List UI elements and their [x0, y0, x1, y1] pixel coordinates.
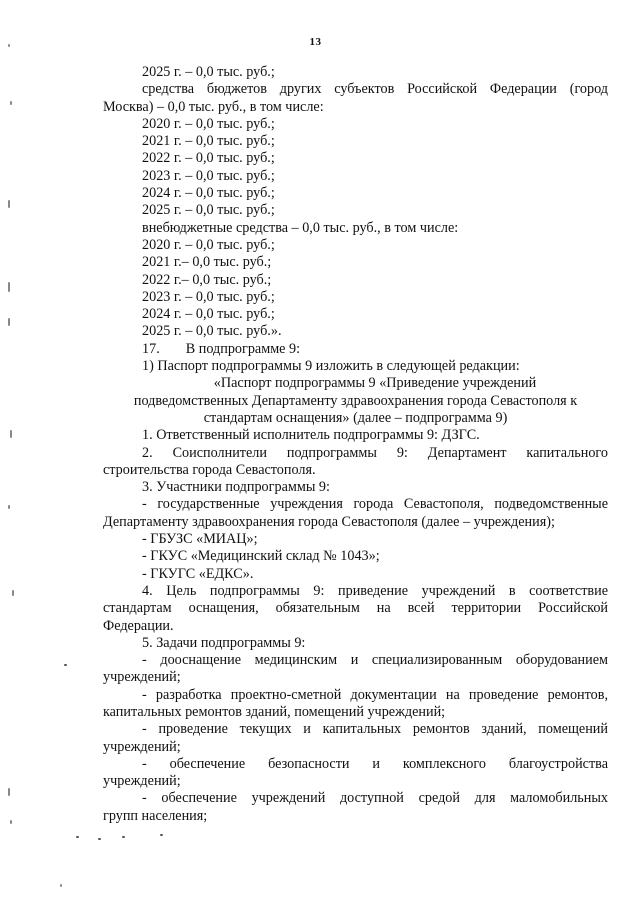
scan-artifact — [8, 282, 10, 292]
funding-line: 2022 г. – 0,0 тыс. руб.; — [142, 150, 275, 167]
funding-line: 2021 г.– 0,0 тыс. руб.; — [142, 254, 272, 271]
funding-line: 2020 г. – 0,0 тыс. руб.; — [142, 115, 275, 132]
list-item: учреждений; — [103, 773, 181, 790]
list-item: - обеспечение учреждений доступной средой для маломобильных — [142, 790, 608, 807]
scan-artifact — [10, 101, 12, 105]
funding-line: 2025 г. – 0,0 тыс. руб.». — [142, 323, 282, 340]
page-number: 13 — [309, 36, 322, 48]
list-item: - ГКУГС «ЕДКС». — [142, 565, 254, 582]
list-item: - проведение текущих и капитальных ремонтов зданий, помещений — [142, 721, 608, 738]
section-number: 17. — [142, 340, 160, 357]
list-item: - государственные учреждения города Севастополя, подведомственные — [142, 496, 608, 513]
scan-artifact — [8, 788, 10, 796]
instruction-line: 1) Паспорт подпрограммы 9 изложить в следующей редакции: — [142, 358, 520, 375]
section-title: В подпрограмме 9: — [185, 340, 301, 357]
scan-artifact — [98, 838, 101, 840]
passport-title: «Паспорт подпрограммы 9 «Приведение учреждений — [213, 375, 537, 392]
passport-item: 1. Ответственный исполнитель подпрограммы 9: ДЗГС. — [142, 427, 480, 444]
funding-source-line: средства бюджетов других субъектов Российской Федерации (город — [142, 81, 608, 98]
list-item: учреждений; — [103, 669, 181, 686]
passport-item: 2. Соисполнители подпрограммы 9: Департамент капитального — [142, 444, 608, 461]
passport-item: 3. Участники подпрограммы 9: — [142, 479, 330, 496]
scan-artifact — [122, 836, 125, 838]
document-body — [103, 64, 608, 825]
passport-item: строительства города Севастополя. — [103, 461, 316, 478]
list-item: - ГБУЗС «МИАЦ»; — [142, 531, 258, 548]
funding-line: 2025 г. – 0,0 тыс. руб.; — [142, 202, 275, 219]
funding-line: 2024 г. – 0,0 тыс. руб.; — [142, 185, 275, 202]
passport-item: стандартам оснащения, обязательным на всей территории Российской — [103, 600, 608, 617]
funding-line: 2021 г. – 0,0 тыс. руб.; — [142, 133, 275, 150]
passport-item: Федерации. — [103, 617, 174, 634]
funding-line: 2025 г. – 0,0 тыс. руб.; — [142, 64, 275, 80]
scan-artifact — [10, 430, 12, 438]
funding-source-line: внебюджетные средства – 0,0 тыс. руб., в том числе: — [142, 219, 459, 236]
list-item: - обеспечение безопасности и комплексного благоустройства — [142, 755, 608, 772]
funding-line: 2024 г. – 0,0 тыс. руб.; — [142, 306, 275, 323]
funding-line: 2022 г.– 0,0 тыс. руб.; — [142, 271, 272, 288]
scan-artifact — [8, 505, 10, 509]
list-item: капитальных ремонтов зданий, помещений учреждений; — [103, 703, 446, 720]
scan-artifact — [60, 884, 62, 887]
funding-source-line: Москва) – 0,0 тыс. руб., в том числе: — [103, 98, 324, 115]
funding-line: 2023 г. – 0,0 тыс. руб.; — [142, 288, 275, 305]
funding-line: 2023 г. – 0,0 тыс. руб.; — [142, 167, 275, 184]
scan-artifact — [160, 834, 163, 836]
scan-artifact — [10, 820, 12, 824]
scan-artifact — [8, 318, 10, 326]
scan-artifact — [76, 836, 79, 838]
scan-artifact — [12, 590, 14, 596]
passport-item: 5. Задачи подпрограммы 9: — [142, 634, 306, 651]
passport-item: 4. Цель подпрограммы 9: приведение учреждений в соответствие — [142, 582, 608, 599]
scan-artifact — [8, 200, 10, 208]
list-item: Департаменту здравоохранения города Севастополя (далее – учреждения); — [103, 513, 555, 530]
passport-title: подведомственных Департаменту здравоохранения города Севастополя к — [133, 392, 578, 409]
list-item: учреждений; — [103, 738, 181, 755]
list-item: - разработка проектно-сметной документации на проведение ремонтов, — [142, 686, 608, 703]
list-item: групп населения; — [103, 807, 208, 824]
funding-line: 2020 г. – 0,0 тыс. руб.; — [142, 236, 275, 253]
scan-artifact — [64, 664, 67, 666]
list-item: - ГКУС «Медицинский склад № 1043»; — [142, 548, 380, 565]
list-item: - дооснащение медицинским и специализированным оборудованием — [142, 652, 608, 669]
section-heading — [103, 341, 608, 358]
passport-title: стандартам оснащения» (далее – подпрограмма 9) — [203, 409, 508, 426]
